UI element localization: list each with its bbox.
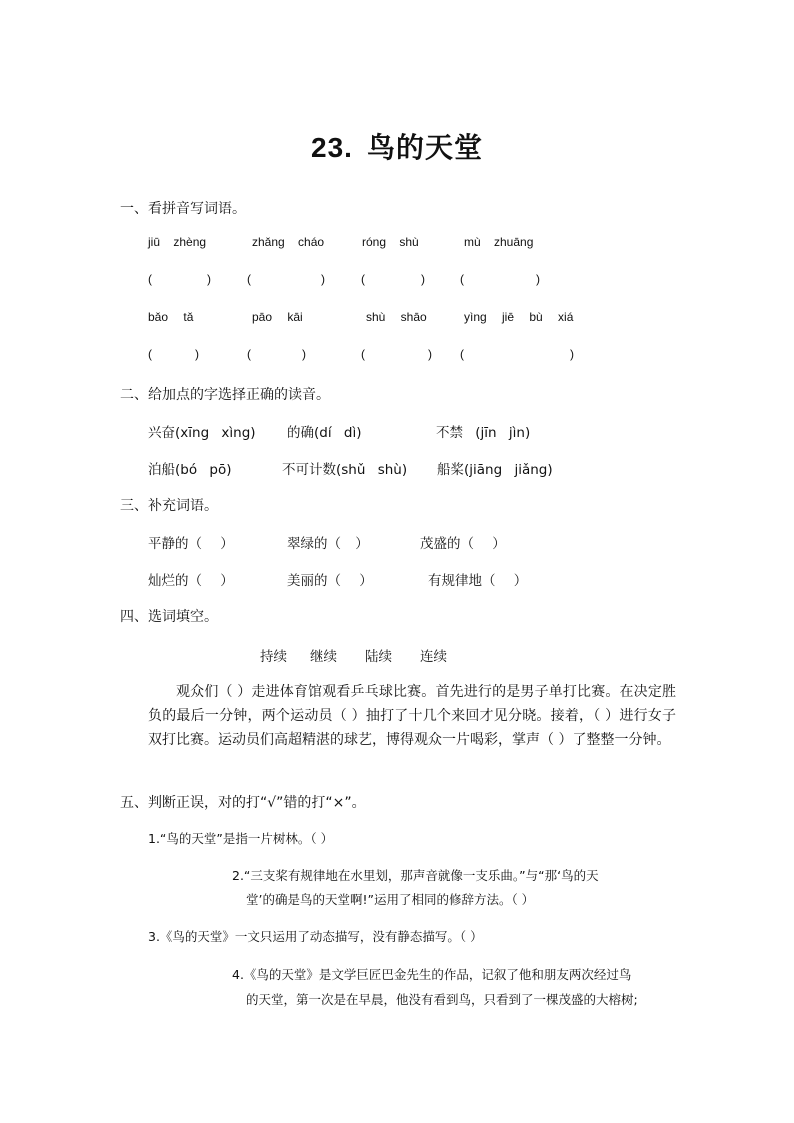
answer-paren-close: ) xyxy=(421,272,425,286)
judgement-question-3: 3.《鸟的天堂》一文只运用了动态描写，没有静态描写。（ ） xyxy=(148,929,483,944)
pinyin-5: bǎo tǎ xyxy=(148,310,194,324)
fill-phrase-2: 翠绿的（ ） xyxy=(287,536,369,552)
pinyin-2: zhǎng cháo xyxy=(252,235,325,249)
answer-paren-close: ) xyxy=(302,347,306,361)
pinyin-1: jiū zhèng xyxy=(148,235,207,249)
section4-heading: 四、选词填空。 xyxy=(120,609,218,625)
word-bank-item: 连续 xyxy=(420,649,447,665)
fill-phrase-1: 平静的（ ） xyxy=(148,536,234,552)
answer-paren-open: ( xyxy=(148,272,152,286)
fill-phrase-5: 美丽的（ ） xyxy=(287,573,373,589)
section5-heading: 五、判断正误，对的打“√”错的打“×”。 xyxy=(120,795,366,811)
reading-choice-3: 不禁 (jīn jìn) xyxy=(436,425,531,441)
answer-paren-close: ) xyxy=(428,347,432,361)
answer-paren-close: ) xyxy=(570,347,574,361)
answer-paren-open: ( xyxy=(460,272,464,286)
lesson-title: 鸟的天堂 xyxy=(366,132,483,163)
answer-paren-open: ( xyxy=(247,272,251,286)
section2-heading: 二、给加点的字选择正确的读音。 xyxy=(120,387,330,403)
answer-paren-open: ( xyxy=(361,347,365,361)
judgement-question-2-line-2: 堂’的确是鸟的天堂啊!”运用了相同的修辞方法。（ ） xyxy=(246,892,535,907)
answer-paren-open: ( xyxy=(247,347,251,361)
reading-choice-6: 船桨(jiāng jiǎng) xyxy=(437,462,553,478)
word-bank-item: 陆续 xyxy=(365,649,392,665)
section3-heading: 三、补充词语。 xyxy=(120,498,218,514)
word-bank-item: 继续 xyxy=(310,649,337,665)
reading-choice-2: 的确(dí dì) xyxy=(287,425,362,441)
page-title xyxy=(0,126,794,166)
pinyin-6: pāo kāi xyxy=(252,310,303,324)
fill-phrase-3: 茂盛的（ ） xyxy=(420,536,506,552)
lesson-number: 23. xyxy=(311,132,353,163)
fill-phrase-6: 有规律地（ ） xyxy=(428,573,528,589)
judgement-question-4-line-2: 的天堂，第一次是在早晨，他没有看到鸟，只看到了一棵茂盛的大榕树; xyxy=(246,992,638,1007)
fill-phrase-4: 灿烂的（ ） xyxy=(148,573,234,589)
reading-choice-5: 不可计数(shǔ shù) xyxy=(282,462,408,478)
answer-paren-open: ( xyxy=(361,272,365,286)
answer-paren-open: ( xyxy=(460,347,464,361)
pinyin-8: yìng jiē bù xiá xyxy=(464,310,574,324)
answer-paren-close: ) xyxy=(536,272,540,286)
answer-paren-open: ( xyxy=(148,347,152,361)
section1-heading: 一、看拼音写词语。 xyxy=(120,201,246,217)
word-bank-item: 持续 xyxy=(260,649,287,665)
reading-choice-1: 兴奋(xīng xìng) xyxy=(148,425,256,441)
fill-passage: 观众们（ ）走进体育馆观看乒乓球比赛。首先进行的是男子单打比赛。在决定胜负的最后一分钟，两个运动员（ ）抽打了十几个来回才见分晓。接着，（ ）进行女子双打比赛。运动员们高超精湛的球艺，博得观众一片喝彩，掌声（ ）了整整一分钟。 xyxy=(148,684,676,748)
judgement-question-1: 1.“鸟的天堂”是指一片树林。（ ） xyxy=(148,831,334,846)
reading-choice-4: 泊船(bó pō) xyxy=(148,462,232,478)
answer-paren-close: ) xyxy=(321,272,325,286)
judgement-question-2-line-1: 2.“三支桨有规律地在水里划，那声音就像一支乐曲。”与“那‘鸟的天 xyxy=(232,868,599,883)
pinyin-3: róng shù xyxy=(362,235,419,249)
judgement-question-4-line-1: 4.《鸟的天堂》是文学巨匠巴金先生的作品，记叙了他和朋友两次经过鸟 xyxy=(232,967,632,982)
answer-paren-close: ) xyxy=(195,347,199,361)
pinyin-7: shù shāo xyxy=(366,310,427,324)
answer-paren-close: ) xyxy=(207,272,211,286)
pinyin-4: mù zhuāng xyxy=(464,235,534,249)
